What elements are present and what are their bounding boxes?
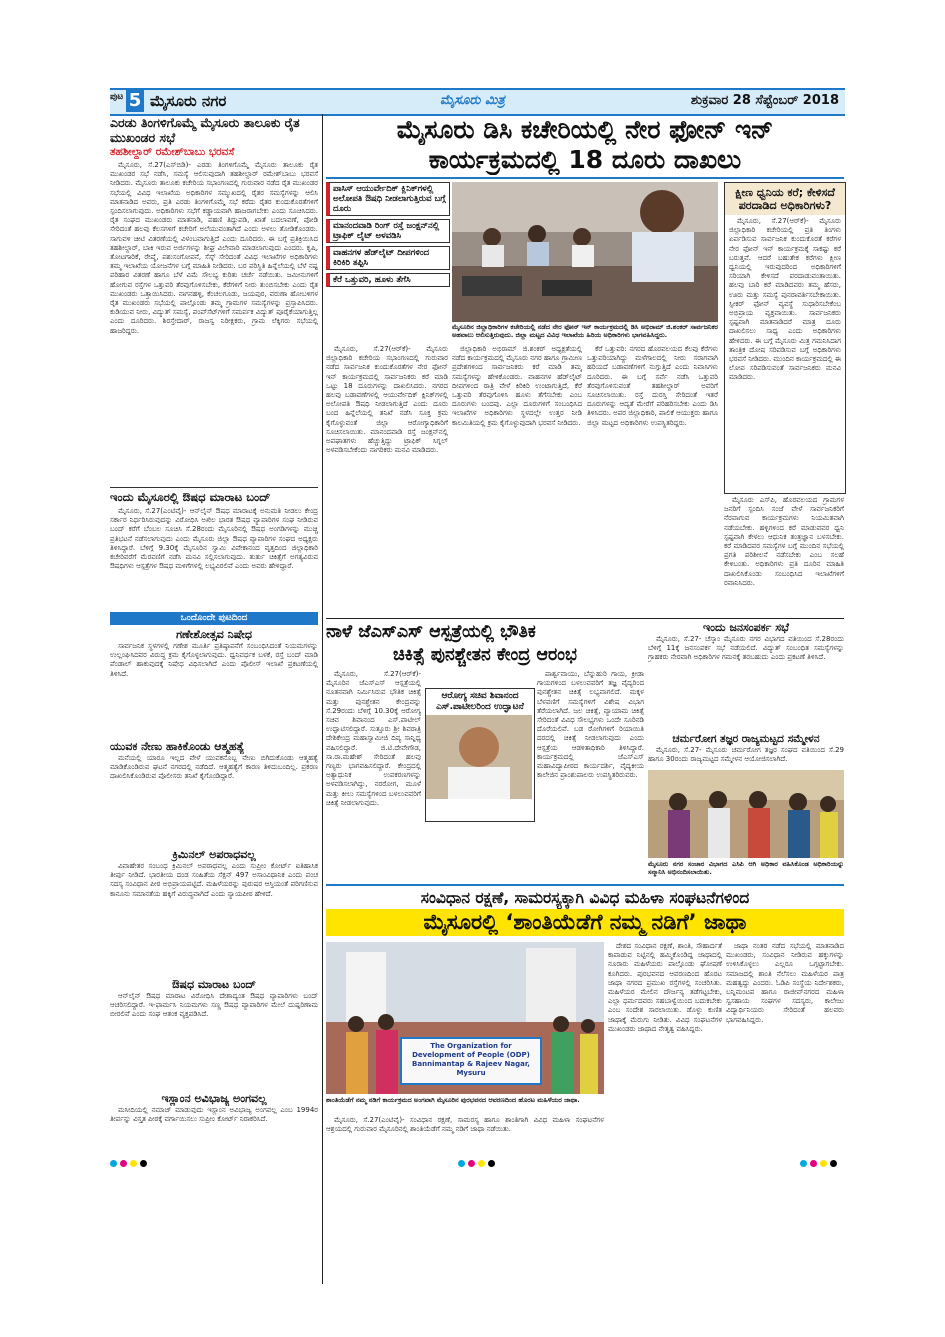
- headline-line2: ಚಿಕಿತ್ಸೆ ಪುನಶ್ಚೇತನ ಕೇಂದ್ರ ಆರಂಭ: [393, 645, 577, 665]
- minister-photo: [426, 715, 532, 799]
- page-number: 5: [126, 90, 144, 112]
- yellow-dot: [130, 1160, 137, 1167]
- brief-headline: ಇಂದು ಜನಸಂಪರ್ಕ ಸಭೆ: [702, 621, 789, 634]
- rally-col1: ಮೈಸೂರು, ಸೆ.27(ಎಂಟಿವೈ)- ಸಂವಿಧಾನ ರಕ್ಷಣೆ, ಸಾಮರಸ್ಯ ಹಾಗೂ ಶಾಂತಿಗಾಗಿ ವಿವಿಧ ಮಹಿಳಾ ಸಂಘಟನೆಗಳ ಆಶ್ರಯದಲ್ಲಿ ಗುರುವಾರ ಮೈಸೂರಿನಲ್ಲಿ ಶಾಂತಿಯೆಡೆಗೆ ನಮ್ಮ ನಡಿಗೆ ಜಾಥಾ ನಡೆಯಿತು.: [326, 1116, 604, 1134]
- left-story-farmers: [110, 115, 318, 476]
- jss-col2: ಪಾರ್ಶ್ವವಾಯು, ಬೆನ್ನುಹುರಿ ಗಾಯ, ಕ್ರೀಡಾ ಗಾಯಗಳಿಂದ ಬಳಲುವವರಿಗೆ ತಜ್ಞ ವೈದ್ಯರಿಂದ ಪುನಶ್ಚೇತನ ಚಿಕಿತ್ಸೆ ಲಭ್ಯವಾಗಲಿದೆ. ಮಕ್ಕಳ ಬೆಳವಣಿಗೆ ಸಮಸ್ಯೆಗಳಿಗೆ ವಿಶೇಷ ವಿಭಾಗ ತೆರೆಯಲಾಗಿದೆ. ಜಲ ಚಿಕಿತ್ಸೆ, ವ್ಯಾಯಾಮ ಚಿಕಿತ್ಸೆ ಸೇರಿದಂತೆ ವಿವಿಧ ಸೌಲಭ್ಯಗಳು ಒಂದೇ ಸೂರಿನಡಿ ದೊರೆಯಲಿವೆ. ಬಡ ರೋಗಿಗಳಿಗೆ ರಿಯಾಯಿತಿ ದರದಲ್ಲಿ ಚಿಕಿತ್ಸೆ ನೀಡಲಾಗುವುದು ಎಂದು ಆಸ್ಪತ್ರೆಯ ಆಡಳಿತಾಧಿಕಾರಿ ತಿಳಿಸಿದ್ದಾರೆ. ಕಾರ್ಯಕ್ರಮದಲ್ಲಿ ಜೆಎಸ್‌ಎಸ್ ಮಹಾವಿದ್ಯಾಪೀಠದ ಕಾರ್ಯದರ್ಶಿ, ವೈದ್ಯಕೀಯ ಕಾಲೇಜಿನ ಪ್ರಾಂಶುಪಾಲರು ಉಪಸ್ಥಿತರಿರುವರು.: [537, 670, 644, 780]
- brief-headline: ಕ್ರಿಮಿನಲ್ ಅಪರಾಧವಲ್ಲ: [172, 848, 256, 861]
- magenta-dot: [468, 1160, 475, 1167]
- photo-caption: ಮೈಸೂರಿನ ಜಿಲ್ಲಾಧಿಕಾರಿಗಳ ಕಚೇರಿಯಲ್ಲಿ ನಡೆದ ನೇರ ಫೋನ್ ಇನ್ ಕಾರ್ಯಕ್ರಮದಲ್ಲಿ ಡಿಸಿ ಅಭಿರಾಮ್ ಜಿ.ಶಂಕರ್ ಸಾರ್ವಜನಿಕರ ಅಹವಾಲು ಆಲಿಸುತ್ತಿರುವುದು. ಜಿಲ್ಲಾ ಮಟ್ಟದ ವಿವಿಧ ಇಲಾಖೆಯ ಹಿರಿಯ ಅಧಿಕಾರಿಗಳು ಭಾಗವಹಿಸಿದ್ದರು.: [452, 323, 718, 339]
- rally-photo-caption: ಶಾಂತಿಯೆಡೆಗೆ ನಮ್ಮ ನಡಿಗೆ ಕಾರ್ಯಕ್ರಮದ ಅಂಗವಾಗಿ ಮೈಸೂರಿನ ಪುರಭವನದ ಆವರಣದಿಂದ ಹೊರಟ ಮಹಿಳೆಯರ ಜಾಥಾ.: [326, 1096, 580, 1104]
- cyan-dot: [458, 1160, 465, 1167]
- column-rule: [322, 114, 323, 1284]
- headline-line2: ಮೈಸೂರಲ್ಲಿ ‘ಶಾಂತಿಯೆಡೆಗೆ ನಮ್ಮ ನಡಿಗೆ’ ಜಾಥಾ: [326, 909, 844, 936]
- right-col-text: ಮೈಸೂರು ಎಸ್‌ಪಿ, ಹೊರವಲಯದ ಗ್ರಾಮಗಳ ಜನರಿಗೆ ಸ್ಪಂದಿಸಿ ಸಂಜೆ ವೇಳೆ ಸಾರ್ವಜನಿಕರಿಗೆ ನೆರವಾಗುವ ಕಾರ್ಯಕ್ರಮಗಳು ನಿಯಮಿತವಾಗಿ ನಡೆಯಬೇಕು. ಹಳ್ಳಿಗಳಿಂದ ಕರೆ ಮಾಡುವವರ ಧ್ವನಿ ಸ್ಪಷ್ಟವಾಗಿ ಕೇಳಲು ಆಧುನಿಕ ತಂತ್ರಜ್ಞಾನ ಬಳಸಬೇಕು. ಕರೆ ಮಾಡಿದವರ ಸಮಸ್ಯೆಗಳ ಬಗ್ಗೆ ಮುಂದಿನ ಸಭೆಯಲ್ಲಿ ಪ್ರಗತಿ ಪರಿಶೀಲನೆ ನಡೆಸಬೇಕು ಎಂಬ ಸಲಹೆ ಕೇಳಿಬಂತು. ಅಧಿಕಾರಿಗಳು ಪ್ರತಿ ದೂರಿನ ಮಾಹಿತಿ ದಾಖಲಿಸಿಕೊಂಡು ಸಂಬಂಧಿಸಿದ ಇಲಾಖೆಗಳಿಗೆ ರವಾನಿಸಿದರು.: [724, 496, 844, 587]
- rally-headline: [326, 884, 844, 940]
- brief-body: ಮಸೀದಿಯಲ್ಲಿ ನಮಾಜ್ ಮಾಡುವುದು ಇಸ್ಲಾಂನ ಅವಿಭಾಜ್ಯ ಅಂಗವಲ್ಲ ಎಂಬ 1994ರ ತೀರ್ಪನ್ನು ವಿಸ್ತೃತ ಪೀಠಕ್ಕೆ ವರ್ಗಾಯಿಸಲು ಸುಪ್ರೀಂ ಕೋರ್ಟ್ ನಿರಾಕರಿಸಿದೆ.: [110, 1106, 318, 1124]
- box-body: ಮೈಸೂರು, ಸೆ.27(ಆರ್‌ಕೆ)- ಮೈಸೂರು ಜಿಲ್ಲಾಧಿಕಾರಿ ಕಚೇರಿಯಲ್ಲಿ ಪ್ರತಿ ತಿಂಗಳು ಏರ್ಪಡಿಸುವ ಸಾರ್ವಜನಿಕ ಕುಂದುಕೊರತೆ ಕರೆಗಳ ನೇರ ಫೋನ್ ಇನ್ ಕಾರ್ಯಕ್ರಮಕ್ಕೆ ಸಾಕಷ್ಟು ಕರೆ ಬರುತ್ತವೆ. ಆದರೆ ಬಹುತೇಕ ಕರೆಗಳು ಕ್ಷೀಣ ಧ್ವನಿಯಲ್ಲಿ ಇರುವುದರಿಂದ ಅಧಿಕಾರಿಗಳಿಗೆ ಸರಿಯಾಗಿ ಕೇಳಿಸದೆ ಪರದಾಡುವಂತಾಯಿತು. ಹಲವು ಬಾರಿ ಕರೆ ಮಾಡಿದವರು ತಮ್ಮ ಹೆಸರು, ಊರು ಮತ್ತು ಸಮಸ್ಯೆ ಪುನರಾವರ್ತಿಸಬೇಕಾಯಿತು. ಸ್ಪೀಕರ್ ಫೋನ್ ವ್ಯವಸ್ಥೆ ಸುಧಾರಿಸಬೇಕೆಂಬ ಅಭಿಪ್ರಾಯ ವ್ಯಕ್ತವಾಯಿತು. ಸಾರ್ವಜನಿಕರು ಸ್ಪಷ್ಟವಾಗಿ ಮಾತನಾಡಿದರೆ ಮಾತ್ರ ದೂರು ದಾಖಲಿಸಲು ಸಾಧ್ಯ ಎಂದು ಅಧಿಕಾರಿಗಳು ಹೇಳಿದರು. ಈ ಬಗ್ಗೆ ಮೈಸೂರು ಮಿತ್ರ ಗಮನಿಸಿದಾಗ ತಾಂತ್ರಿಕ ದೋಷ ಸರಿಪಡಿಸುವ ಬಗ್ಗೆ ಅಧಿಕಾರಿಗಳು ಭರವಸೆ ನೀಡಿದರು. ಮುಂದಿನ ಕಾರ್ಯಕ್ರಮದಲ್ಲಿ ಈ ಲೋಪ ಸರಿಪಡಿಸುವಂತೆ ಸಾರ್ವಜನಿಕರು ಮನವಿ ಮಾಡಿದರು.: [729, 217, 842, 382]
- jss-minister-box: [425, 688, 535, 822]
- section-name: ಮೈಸೂರು ನಗರ: [150, 92, 227, 110]
- article-body: ಮೈಸೂರು, ಸೆ.27(ಎಂಟಿವೈ)- ಆನ್‌ಲೈನ್ ಔಷಧ ಮಾರಾಟಕ್ಕೆ ಅನುಮತಿ ನೀಡಲು ಕೇಂದ್ರ ಸರ್ಕಾರ ನಿರ್ಧರಿಸಿರುವುದನ್ನು ವಿರೋಧಿಸಿ ಅಖಿಲ ಭಾರತ ಔಷಧ ವ್ಯಾಪಾರಿಗಳ ಸಂಘ ನೀಡಿರುವ ಬಂದ್ ಕರೆಗೆ ಬೆಂಬಲ ಸೂಚಿಸಿ ಸೆ.28ರಂದು ಮೈಸೂರಿನಲ್ಲಿ ಔಷಧ ಅಂಗಡಿಗಳನ್ನು ಮುಚ್ಚಿ ಪ್ರತಿಭಟನೆ ನಡೆಸಲಾಗುವುದು ಎಂದು ಮೈಸೂರು ಜಿಲ್ಲಾ ಔಷಧ ವ್ಯಾಪಾರಿಗಳ ಸಂಘದ ಅಧ್ಯಕ್ಷರು ತಿಳಿಸಿದ್ದಾರೆ. ಬೆಳಿಗ್ಗೆ 9.30ಕ್ಕೆ ಮೈಸೂರಿನ ಸ್ವಾಮಿ ವಿವೇಕಾನಂದ ವೃತ್ತದಿಂದ ಜಿಲ್ಲಾಧಿಕಾರಿ ಕಚೇರಿವರೆಗೆ ಮೆರವಣಿಗೆ ನಡೆಸಿ ಮನವಿ ಸಲ್ಲಿಸಲಾಗುವುದು. ತುರ್ತು ಚಿಕಿತ್ಸೆಗೆ ಅಗತ್ಯವಿರುವ ಔಷಧಿಗಳು ಆಸ್ಪತ್ರೆಗಳ ಔಷಧ ಮಳಿಗೆಗಳಲ್ಲಿ ಲಭ್ಯವಿರಲಿವೆ ಎಂದು ಅವರು ಹೇಳಿದ್ದಾರೆ.: [110, 507, 318, 571]
- magenta-dot: [810, 1160, 817, 1167]
- registration-marks-left: [110, 1152, 150, 1171]
- main-headline-box: [326, 115, 844, 179]
- black-dot: [830, 1160, 837, 1167]
- subhead: ತಹಶೀಲ್ದಾರ್ ರಮೇಶ್‌ಬಾಬು ಭರವಸೆ: [110, 146, 235, 158]
- jss-headline: [326, 621, 644, 667]
- main-col3: ಕೆರೆ ಒತ್ತುವರಿ: ನಗರದ ಹೊರವಲಯದ ಕೆಲವು ಕೆರೆಗಳು ಒತ್ತುವರಿಯಾಗಿದ್ದು ಮಳೆಗಾಲದಲ್ಲಿ ನೀರು ಸರಾಗವಾಗಿ ಹರಿಯದೆ ಬಡಾವಣೆಗಳಿಗೆ ನುಗ್ಗುತ್ತಿದೆ ಎಂದು ನಿವಾಸಿಗಳು ದೂರಿದರು. ಈ ಬಗ್ಗೆ ಸರ್ವೆ ನಡೆಸಿ ಒತ್ತುವರಿ ತೆರವುಗೊಳಿಸುವಂತೆ ತಹಶೀಲ್ದಾರ್ ಅವರಿಗೆ ಸೂಚಿಸಲಾಯಿತು. ರಸ್ತೆ ದುರಸ್ತಿ ಸೇರಿದಂತೆ ಇತರೆ ದೂರುಗಳನ್ನು ಆದ್ಯತೆ ಮೇರೆಗೆ ಪರಿಹರಿಸಬೇಕು ಎಂದು ಡಿಸಿ ತಿಳಿಸಿದರು. ಅಪರ ಜಿಲ್ಲಾಧಿಕಾರಿ, ಪಾಲಿಕೆ ಆಯುಕ್ತರು ಹಾಗೂ ಜಿಲ್ಲಾ ಮಟ್ಟದ ಅಧಿಕಾರಿಗಳು ಉಪಸ್ಥಿತರಿದ್ದರು.: [587, 345, 718, 427]
- masthead: ಮೈಸೂರು ಮಿತ್ರ: [440, 93, 505, 108]
- rally-col2: ದೇಶದ ಸಂವಿಧಾನ ರಕ್ಷಣೆ, ಶಾಂತಿ, ಸೌಹಾರ್ದತೆ ಕಾಪಾಡುವ ನಿಟ್ಟಿನಲ್ಲಿ ಹಮ್ಮಿಕೊಂಡಿದ್ದ ಜಾಥಾದಲ್ಲಿ ನೂರಾರು ಮಹಿಳೆಯರು ಪಾಲ್ಗೊಂಡು ಘೋಷಣೆ ಕೂಗಿದರು. ಪುರಭವನದ ಆವರಣದಿಂದ ಹೊರಟ ಜಾಥಾ ನಗರದ ಪ್ರಮುಖ ರಸ್ತೆಗಳಲ್ಲಿ ಸಂಚರಿಸಿತು. ಮಹಿಳೆಯರ ಮೇಲಿನ ದೌರ್ಜನ್ಯ ತಡೆಗಟ್ಟಬೇಕು, ಎಲ್ಲಾ ಧರ್ಮದವರು ಸಹಬಾಳ್ವೆಯಿಂದ ಬದುಕಬೇಕು ಎಂಬ ಸಂದೇಶ ಸಾರಲಾಯಿತು. ಡೊಳ್ಳು ಕುಣಿತ ಜಾಥಾಕ್ಕೆ ಮೆರುಗು ನೀಡಿತು. ವಿವಿಧ ಸಂಘಟನೆಗಳ ಮುಖಂಡರು ಜಾಥಾದ ನೇತೃತ್ವ ವಹಿಸಿದ್ದರು.: [608, 942, 722, 1033]
- bullet-item: ವಾಹನಗಳ ಹೆಡ್‌ಲೈಟ್ ದೀಪಗಳಿಂದ ಕಿರಿಕಿರಿ ತಪ್ಪಿಸಿ: [326, 246, 450, 270]
- brief-body: ಮೈಸೂರು, ಸೆ.27- ಮೈಸೂರು ಚರ್ಮರೋಗ ತಜ್ಞರ ಸಂಘದ ವತಿಯಿಂದ ಸೆ.29 ಹಾಗೂ 30ರಂದು ರಾಜ್ಯಮಟ್ಟದ ಸಮ್ಮೇಳನ ಆಯೋಜಿಸಲಾಗಿದೆ.: [648, 746, 844, 764]
- headline-line1: ಸಂವಿಧಾನ ರಕ್ಷಣೆ, ಸಾಮರಸ್ಯಕ್ಕಾಗಿ ವಿವಿಧ ಮಹಿಳಾ ಸಂಘಟನೆಗಳಿಂದ: [420, 889, 750, 907]
- main-col1: ಮೈಸೂರು, ಸೆ.27(ಆರ್‌ಕೆ)- ಮೈಸೂರು ಜಿಲ್ಲಾಧಿಕಾರಿ ಕಚೇರಿಯ ಸಭಾಂಗಣದಲ್ಲಿ ಗುರುವಾರ ನಡೆದ ಸಾರ್ವಜನಿಕ ಕುಂದುಕೊರತೆಗಳ ನೇರ ಫೋನ್ ಇನ್ ಕಾರ್ಯಕ್ರಮದಲ್ಲಿ ಸಾರ್ವಜನಿಕರು ಕರೆ ಮಾಡಿ ಒಟ್ಟು 18 ದೂರುಗಳನ್ನು ದಾಖಲಿಸಿದರು. ನಗರದ ಹಲವು ಬಡಾವಣೆಗಳಲ್ಲಿ ಆಯುರ್ವೇದಿಕ್ ಕ್ಲಿನಿಕ್‌ಗಳಲ್ಲಿ ಅಲೋಪತಿ ಔಷಧಿ ನೀಡಲಾಗುತ್ತಿದೆ ಎಂದು ದೂರು ಬಂದ ಹಿನ್ನೆಲೆಯಲ್ಲಿ ತನಿಖೆ ನಡೆಸಿ ಸೂಕ್ತ ಕ್ರಮ ಕೈಗೊಳ್ಳುವಂತೆ ಜಿಲ್ಲಾ ಆರೋಗ್ಯಾಧಿಕಾರಿಗೆ ಸೂಚಿಸಲಾಯಿತು. ಮಾನಂದವಾಡಿ ರಸ್ತೆ ಜಂಕ್ಷನ್‌ನಲ್ಲಿ ಅಪಘಾತಗಳು ಹೆಚ್ಚುತ್ತಿದ್ದು ಟ್ರಾಫಿಕ್ ಸಿಗ್ನಲ್ ಅಳವಡಿಸಬೇಕೆಂದು ನಾಗರಿಕರು ಮನವಿ ಮಾಡಿದರು.: [326, 345, 448, 455]
- main-bullets: [326, 182, 450, 290]
- main-col2: ಜಿಲ್ಲಾಧಿಕಾರಿ ಅಭಿರಾಮ್ ಜಿ.ಶಂಕರ್ ಅಧ್ಯಕ್ಷತೆಯಲ್ಲಿ ನಡೆದ ಕಾರ್ಯಕ್ರಮದಲ್ಲಿ ಮೈಸೂರು ನಗರ ಹಾಗೂ ಗ್ರಾಮೀಣ ಪ್ರದೇಶಗಳಿಂದ ಸಾರ್ವಜನಿಕರು ಕರೆ ಮಾಡಿ ತಮ್ಮ ಸಮಸ್ಯೆಗಳನ್ನು ಹೇಳಿಕೊಂಡರು. ವಾಹನಗಳ ಹೆಡ್‌ಲೈಟ್ ದೀಪಗಳಿಂದ ರಾತ್ರಿ ವೇಳೆ ಕಿರಿಕಿರಿ ಉಂಟಾಗುತ್ತಿದೆ, ಕೆರೆ ಒತ್ತುವರಿ ತೆರವುಗೊಳಿಸಿ ಹೂಳು ತೆಗೆಸಬೇಕು ಎಂಬ ದೂರುಗಳು ಬಂದವು. ಎಲ್ಲಾ ದೂರುಗಳಿಗೆ ಸಂಬಂಧಿಸಿದ ಇಲಾಖೆಗಳ ಅಧಿಕಾರಿಗಳು ಸ್ಥಳದಲ್ಲೇ ಉತ್ತರ ನೀಡಿ ಕಾಲಮಿತಿಯಲ್ಲಿ ಕ್ರಮ ಕೈಗೊಳ್ಳುವುದಾಗಿ ಭರವಸೆ ನೀಡಿದರು.: [452, 345, 582, 427]
- box-headline: ಕ್ಷೀಣ ಧ್ವನಿಯ ಕರೆ; ಕೇಳಿಸದೆ ಪರದಾಡಿದ ಅಧಿಕಾರಿಗಳು?: [725, 183, 845, 215]
- brief-body: ಮನೆಯಲ್ಲಿ ಯಾರೂ ಇಲ್ಲದ ವೇಳೆ ಯುವಕನೊಬ್ಬ ನೇಣು ಬಿಗಿದುಕೊಂಡು ಆತ್ಮಹತ್ಯೆ ಮಾಡಿಕೊಂಡಿರುವ ಘಟನೆ ನಗರದಲ್ಲಿ ನಡೆದಿದೆ. ಆತ್ಮಹತ್ಯೆಗೆ ಕಾರಣ ತಿಳಿದುಬಂದಿಲ್ಲ. ಪ್ರಕರಣ ದಾಖಲಿಸಿಕೊಂಡಿರುವ ಪೊಲೀಸರು ತನಿಖೆ ಕೈಗೊಂಡಿದ್ದಾರೆ.: [110, 754, 318, 781]
- brief-body: ವಿವಾಹೇತರ ಸಂಬಂಧ ಕ್ರಿಮಿನಲ್ ಅಪರಾಧವಲ್ಲ ಎಂದು ಸುಪ್ರೀಂ ಕೋರ್ಟ್ ಐತಿಹಾಸಿಕ ತೀರ್ಪು ನೀಡಿದೆ. ಭಾರತೀಯ ದಂಡ ಸಂಹಿತೆಯ ಸೆಕ್ಷನ್ 497 ಅಸಾಂವಿಧಾನಿಕ ಎಂದು ಪಂಚ ಸದಸ್ಯ ಸಂವಿಧಾನ ಪೀಠ ಅಭಿಪ್ರಾಯಪಟ್ಟಿದೆ. ಮಹಿಳೆಯರನ್ನು ಪುರುಷರ ಆಸ್ತಿಯಂತೆ ಪರಿಗಣಿಸುವ ಕಾನೂನು ಸಮಾನತೆಯ ಹಕ್ಕಿಗೆ ವಿರುದ್ಧವಾಗಿದೆ ಎಂದು ನ್ಯಾಯಪೀಠ ಹೇಳಿದೆ.: [110, 862, 318, 898]
- yellow-dot: [820, 1160, 827, 1167]
- felicitation-photo: [648, 770, 844, 858]
- issue-date: ಶುಕ್ರವಾರ 28 ಸೆಪ್ಟೆಂಬರ್ 2018: [690, 93, 839, 108]
- brief-headline: ಯುವಕ ನೇಣು ಹಾಕಿಕೊಂಡು ಆತ್ಮಹತ್ಯೆ: [110, 740, 245, 753]
- brief-body: ಮೈಸೂರು, ಸೆ.27- ಚೆಸ್ಕಾಂ ಮೈಸೂರು ನಗರ ವಿಭಾಗದ ವತಿಯಿಂದ ಸೆ.28ರಂದು ಬೆಳಿಗ್ಗೆ 11ಕ್ಕೆ ಜನಸಂಪರ್ಕ ಸಭೆ ನಡೆಯಲಿದೆ. ವಿದ್ಯುತ್ ಸಂಬಂಧಿತ ಸಮಸ್ಯೆಗಳನ್ನು ಗ್ರಾಹಕರು ನೇರವಾಗಿ ಅಧಿಕಾರಿಗಳ ಗಮನಕ್ಕೆ ತರಬಹುದು ಎಂದು ಪ್ರಕಟಣೆ ತಿಳಿಸಿದೆ.: [648, 635, 844, 662]
- rally-photo: [326, 942, 604, 1094]
- page-header: [110, 88, 845, 116]
- cyan-dot: [800, 1160, 807, 1167]
- weak-signal-box: [724, 182, 846, 494]
- main-headline-line1: ಮೈಸೂರು ಡಿಸಿ ಕಚೇರಿಯಲ್ಲಿ ನೇರ ಫೋನ್ ಇನ್: [396, 115, 774, 144]
- magenta-dot: [120, 1160, 127, 1167]
- black-dot: [140, 1160, 147, 1167]
- rally-banner-text: The Organization for Development of People (ODP) Bannimantap & Rajeev Nagar, Mysuru: [412, 1042, 530, 1077]
- dc-phone-in-photo: [452, 182, 718, 322]
- page-label: ಪುಟ: [110, 92, 124, 102]
- left-story-drug-bandh: [110, 487, 318, 619]
- brief-headline: ಗಣೇಶೋತ್ಸವ ನಿಷೇಧ: [176, 628, 252, 641]
- brief-headline: ಚರ್ಮರೋಗ ತಜ್ಞರ ರಾಜ್ಯಮಟ್ಟದ ಸಮ್ಮೇಳನ: [672, 733, 820, 745]
- black-dot: [488, 1160, 495, 1167]
- headline: ಇಂದು ಮೈಸೂರಲ್ಲಿ ಔಷಧ ಮಾರಾಟ ಬಂದ್: [110, 487, 318, 505]
- bullet-item: ಕೆರೆ ಒತ್ತುವರಿ, ಹೂಳು ತೆಗೆಸಿ: [326, 273, 450, 287]
- bullet-item: ಪಾಸಿಸ್ ಆಯುರ್ವೇದಿಕ್ ಕ್ಲಿನಿಕ್‌ಗಳಲ್ಲಿ ಅಲೋಪತಿ ಔಷಧಿ ನೀಡಲಾಗುತ್ತಿರುವ ಬಗ್ಗೆ ದೂರು: [326, 182, 450, 216]
- section-rule: [326, 618, 844, 619]
- rally-col3: ಜಾಥಾ ನಂತರ ನಡೆದ ಸಭೆಯಲ್ಲಿ ಮಾತನಾಡಿದ ಮುಖಂಡರು, ಸಂವಿಧಾನ ನೀಡಿರುವ ಹಕ್ಕುಗಳನ್ನು ಉಳಿಸಿಕೊಳ್ಳಲು ಎಲ್ಲರೂ ಒಗ್ಗಟ್ಟಾಗಬೇಕು. ಸಮಾಜದಲ್ಲಿ ಶಾಂತಿ ನೆಲೆಸಲು ಮಹಿಳೆಯರ ಪಾತ್ರ ಮಹತ್ವದ್ದು ಎಂದರು. ಓಡಿಪಿ ಸಂಸ್ಥೆಯ ನಿರ್ದೇಶಕರು, ಬನ್ನಿಮಂಟಪ ಹಾಗೂ ರಾಜೀವ್‌ನಗರದ ಮಹಿಳಾ ಸ್ವಸಹಾಯ ಸಂಘಗಳ ಸದಸ್ಯರು, ಕಾಲೇಜು ವಿದ್ಯಾರ್ಥಿನಿಯರು ಸೇರಿದಂತೆ ಹಲವರು ಭಾಗವಹಿಸಿದ್ದರು.: [726, 942, 844, 1024]
- main-headline-line2: ಕಾರ್ಯಕ್ರಮದಲ್ಲಿ 18 ದೂರು ದಾಖಲು: [428, 145, 742, 174]
- yellow-dot: [478, 1160, 485, 1167]
- brief-body: ಸಾರ್ವಜನಿಕ ಸ್ಥಳಗಳಲ್ಲಿ ಗಣೇಶ ಮೂರ್ತಿ ಪ್ರತಿಷ್ಠಾಪನೆಗೆ ಸಂಬಂಧಿಸಿದಂತೆ ನಿಯಮಗಳನ್ನು ಉಲ್ಲಂಘಿಸಿದವರ ವಿರುದ್ಧ ಕ್ರಮ ಕೈಗೊಳ್ಳಲಾಗುವುದು. ಧ್ವನಿವರ್ಧಕ ಬಳಕೆ, ರಸ್ತೆ ಬಂದ್ ಮಾಡಿ ಪೆಂಡಾಲ್ ಹಾಕುವುದಕ್ಕೆ ನಿಷೇಧ ವಿಧಿಸಲಾಗಿದೆ ಎಂದು ಪೊಲೀಸ್ ಇಲಾಖೆ ಪ್ರಕಟಣೆಯಲ್ಲಿ ತಿಳಿಸಿದೆ.: [110, 642, 318, 678]
- headline-line1: ನಾಳೆ ಜೆಎಸ್‌ಎಸ್ ಆಸ್ಪತ್ರೆಯಲ್ಲಿ ಭೌತಿಕ: [326, 622, 536, 642]
- left-briefs: [110, 628, 318, 1182]
- article-body: ಮೈಸೂರು, ಸೆ.27(ಎಸ್‌ಬಿಡಿ)- ಎರಡು ತಿಂಗಳಿಗೊಮ್ಮೆ ಮೈಸೂರು ತಾಲೂಕು ರೈತ ಮುಖಂಡರ ಸಭೆ ನಡೆಸಿ, ಸಮಸ್ಯೆ ಆಲಿಸುವುದಾಗಿ ತಹಶೀಲ್ದಾರ್ ರಮೇಶ್‌ಬಾಬು ಭರವಸೆ ನೀಡಿದರು. ಮೈಸೂರು ತಾಲೂಕು ಕಚೇರಿಯ ಸಭಾಂಗಣದಲ್ಲಿ ಗುರುವಾರ ನಡೆದ ರೈತ ಮುಖಂಡರ ಸಭೆಯಲ್ಲಿ ವಿವಿಧ ಇಲಾಖೆಯ ಅಧಿಕಾರಿಗಳ ಸಮ್ಮುಖದಲ್ಲಿ ರೈತರ ಸಮಸ್ಯೆಗಳನ್ನು ಆಲಿಸಿ ಮಾತನಾಡಿದ ಅವರು, ಪ್ರತಿ ಎರಡು ತಿಂಗಳಿಗೊಮ್ಮೆ ಸಭೆ ಕರೆದು ರೈತರ ಕುಂದುಕೊರತೆಗಳಿಗೆ ಸ್ಪಂದಿಸಲಾಗುವುದು. ಅಧಿಕಾರಿಗಳು ಸಭೆಗೆ ಕಡ್ಡಾಯವಾಗಿ ಹಾಜರಾಗಬೇಕು ಎಂದು ಸೂಚಿಸಿದರು. ರೈತ ಸಂಘದ ಮುಖಂಡರು ಮಾತನಾಡಿ, ಪಹಣಿ ತಿದ್ದುಪಡಿ, ಖಾತೆ ಬದಲಾವಣೆ, ಪೋಡಿ ಸೇರಿದಂತೆ ಹಲವು ಕೆಲಸಗಳಿಗೆ ಕಚೇರಿಗೆ ಅಲೆಯುವಂತಾಗಿದೆ ಎಂದು ಅಳಲು ತೋಡಿಕೊಂಡರು. ಸಾಗುವಳಿ ಚೀಟಿ ವಿತರಣೆಯಲ್ಲಿ ವಿಳಂಬವಾಗುತ್ತಿದೆ ಎಂದು ದೂರಿದರು. ಈ ಬಗ್ಗೆ ಪ್ರತಿಕ್ರಿಯಿಸಿದ ತಹಶೀಲ್ದಾರ್, ಬಾಕಿ ಇರುವ ಅರ್ಜಿಗಳನ್ನು ಶೀಘ್ರ ವಿಲೇವಾರಿ ಮಾಡಲಾಗುವುದು ಎಂದರು. ಕೃಷಿ, ತೋಟಗಾರಿಕೆ, ರೇಷ್ಮೆ, ಪಶುಸಂಗೋಪನೆ, ಸೆಸ್ಕ್ ಸೇರಿದಂತೆ ವಿವಿಧ ಇಲಾಖೆಗಳ ಅಧಿಕಾರಿಗಳು ತಮ್ಮ ಇಲಾಖೆಯ ಯೋಜನೆಗಳ ಬಗ್ಗೆ ಮಾಹಿತಿ ನೀಡಿದರು. ಬರ ಪರಿಸ್ಥಿತಿ ಹಿನ್ನೆಲೆಯಲ್ಲಿ ಬೆಳೆ ನಷ್ಟ ಪರಿಹಾರ ವಿತರಣೆ ಹಾಗೂ ಬೆಳೆ ವಿಮೆ ಸೌಲಭ್ಯ ಕುರಿತು ಚರ್ಚೆ ನಡೆಯಿತು. ಜಮೀನುಗಳಿಗೆ ಹೋಗುವ ರಸ್ತೆಗಳ ಒತ್ತುವರಿ ತೆರವುಗೊಳಿಸಬೇಕು, ಕೆರೆಗಳಿಗೆ ನೀರು ತುಂಬಿಸಬೇಕು ಎಂದು ರೈತ ಮುಖಂಡರು ಒತ್ತಾಯಿಸಿದರು. ನಾಗನಹಳ್ಳಿ, ಕೆಂಚಲಗೂಡು, ಜಯಪುರ, ವರುಣಾ ಹೋಬಳಿಗಳ ರೈತ ಮುಖಂಡರು ಸಭೆಯಲ್ಲಿ ಪಾಲ್ಗೊಂಡು ತಮ್ಮ ಗ್ರಾಮಗಳ ಸಮಸ್ಯೆಗಳನ್ನು ಪ್ರಸ್ತಾಪಿಸಿದರು. ಕುಡಿಯುವ ನೀರು, ವಿದ್ಯುತ್ ಸಮಸ್ಯೆ, ಪಂಪ್‌ಸೆಟ್‌ಗಳಿಗೆ ಸಮರ್ಪಕ ವಿದ್ಯುತ್ ಪೂರೈಕೆಯಾಗುತ್ತಿಲ್ಲ ಎಂದು ದೂರಿದರು. ಶಿರಸ್ತೇದಾರ್, ರಾಜಸ್ವ ನಿರೀಕ್ಷಕರು, ಗ್ರಾಮ ಲೆಕ್ಕಿಗರು ಸಭೆಯಲ್ಲಿ ಹಾಜರಿದ್ದರು.: [110, 161, 318, 335]
- cyan-dot: [110, 1160, 117, 1167]
- brief-headline: ಇಸ್ಲಾಂನ ಅವಿಭಾಜ್ಯ ಅಂಗವಲ್ಲ: [161, 1092, 267, 1105]
- minister-caption: ಆರೋಗ್ಯ ಸಚಿವ ಶಿವಾನಂದ ಎಸ್.ಪಾಟೀಲರಿಂದ ಉದ್ಘಾಟನೆ: [436, 691, 524, 712]
- registration-marks-right: [800, 1152, 840, 1171]
- right-briefs: [648, 621, 844, 772]
- headline: ಎರಡು ತಿಂಗಳಿಗೊಮ್ಮೆ ಮೈಸೂರು ತಾಲೂಕು ರೈತ ಮುಖಂಡರ ಸಭೆ: [110, 115, 300, 145]
- felicitation-caption: ಮೈಸೂರು ನಗರ ಸಂಚಾರ ವಿಭಾಗದ ಎಸಿಪಿ ಆಗಿ ಅಧಿಕಾರ ವಹಿಸಿಕೊಂಡ ಅಧಿಕಾರಿಯನ್ನು ಸನ್ಮಾನಿಸಿ ಅಭಿನಂದಿಸಲಾಯಿತು.: [648, 860, 844, 876]
- brief-body: ಆನ್‌ಲೈನ್ ಔಷಧ ಮಾರಾಟ ವಿರೋಧಿಸಿ ದೇಶಾದ್ಯಂತ ಔಷಧ ವ್ಯಾಪಾರಿಗಳು ಬಂದ್ ಆಚರಿಸಲಿದ್ದಾರೆ. ಇ-ಫಾರ್ಮಸಿ ನಿಯಮಗಳು ಸಣ್ಣ ಔಷಧ ವ್ಯಾಪಾರಿಗಳ ಮೇಲೆ ದುಷ್ಪರಿಣಾಮ ಬೀರಲಿವೆ ಎಂದು ಸಂಘ ಆತಂಕ ವ್ಯಕ್ತಪಡಿಸಿದೆ.: [110, 992, 318, 1019]
- jss-col1: ಮೈಸೂರು, ಸೆ.27(ಆರ್‌ಕೆ)- ಮೈಸೂರಿನ ಜೆಎಸ್‌ಎಸ್ ಆಸ್ಪತ್ರೆಯಲ್ಲಿ ನೂತನವಾಗಿ ನಿರ್ಮಿಸಿರುವ ಭೌತಿಕ ಚಿಕಿತ್ಸೆ ಮತ್ತು ಪುನಶ್ಚೇತನ ಕೇಂದ್ರವನ್ನು ಸೆ.29ರಂದು ಬೆಳಿಗ್ಗೆ 10.30ಕ್ಕೆ ಆರೋಗ್ಯ ಸಚಿವ ಶಿವಾನಂದ ಎಸ್.ಪಾಟೀಲ್ ಉದ್ಘಾಟಿಸಲಿದ್ದಾರೆ. ಸುತ್ತೂರು ಶ್ರೀ ಶಿವರಾತ್ರಿ ದೇಶಿಕೇಂದ್ರ ಮಹಾಸ್ವಾಮೀಜಿ ದಿವ್ಯ ಸಾನ್ನಿಧ್ಯ ವಹಿಸಲಿದ್ದಾರೆ. ಜಿ.ಟಿ.ದೇವೇಗೌಡ, ಸಾ.ರಾ.ಮಹೇಶ್ ಸೇರಿದಂತೆ ಹಲವು ಗಣ್ಯರು ಭಾಗವಹಿಸಲಿದ್ದಾರೆ. ಕೇಂದ್ರದಲ್ಲಿ ಅತ್ಯಾಧುನಿಕ ಉಪಕರಣಗಳನ್ನು ಅಳವಡಿಸಲಾಗಿದ್ದು, ನರರೋಗ, ಮೂಳೆ ಮತ್ತು ಕೀಲು ಸಮಸ್ಯೆಗಳಿಂದ ಬಳಲುವವರಿಗೆ ಚಿಕಿತ್ಸೆ ನೀಡಲಾಗುವುದು.: [326, 670, 421, 807]
- registration-marks-center: [458, 1152, 498, 1171]
- brief-headline: ಔಷಧ ಮಾರಾಟ ಬಂದ್: [172, 978, 256, 991]
- news-bar: ಒಂದೊಂದೇ ಪುಟದಿಂದ: [110, 612, 318, 625]
- bullet-item: ಮಾನಂದವಾಡಿ ರಿಂಗ್ ರಸ್ತೆ ಜಂಕ್ಷನ್‌ನಲ್ಲಿ ಟ್ರಾಫಿಕ್ ಲೈಟ್ ಅಳವಡಿಸಿ: [326, 219, 450, 243]
